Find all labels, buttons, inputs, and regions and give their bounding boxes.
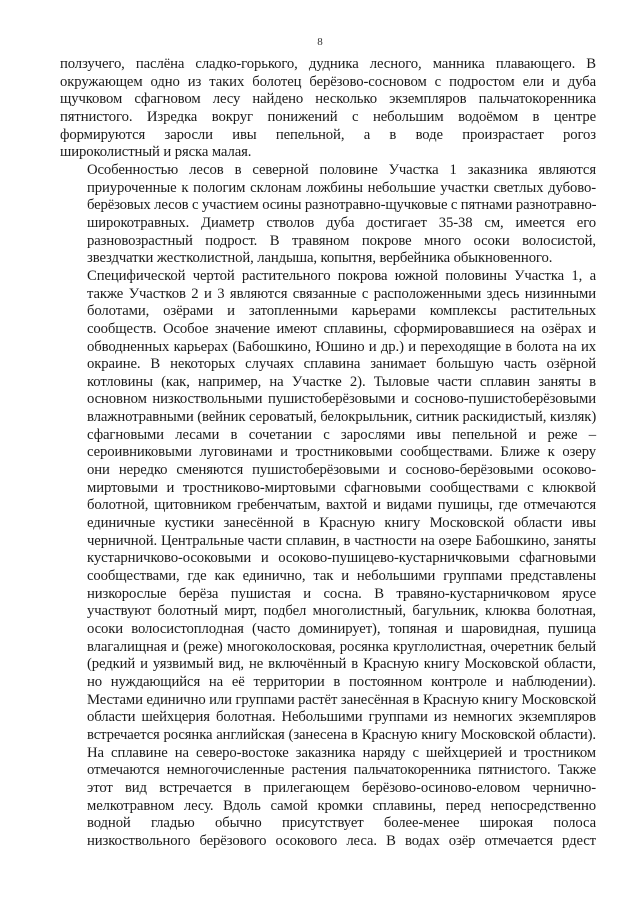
paragraph — [60, 56, 596, 162]
paragraph — [60, 268, 596, 851]
text-line: окружающем одно из таких болотец берёзово-сосновом с подростом ели и дуба — [60, 73, 596, 90]
text-line: болотной, щитовником гребенчатым, вахтой и видами пушицы, где отмечаются — [87, 497, 596, 514]
text-line: влагалищная и (реже) многоколосковая, росянка круглолистная, очеретник белый — [87, 638, 596, 655]
text-line: ползучего, паслёна сладко-горького, дудника лесного, манника плавающего. В — [60, 56, 596, 72]
text-line: обводненных карьерах (Бабошкино, Юшино и др.) и переходящие в болота на их — [87, 338, 596, 355]
text-line: низкорослые берёза пушистая и сосна. В травяно-кустарничковом ярусе — [87, 585, 596, 602]
text-line: щучковом сфагновом лесу найдено несколько экземпляров пальчатокоренника — [60, 91, 596, 108]
text-line: этот вид встречается в прилегающем берёзово-осиново-еловом чернично- — [87, 779, 596, 796]
text-line: приуроченные к пологим склонам ложбины небольшие участки светлых дубово- — [87, 179, 596, 196]
text-line: окраине. В некоторых случаях сплавина занимает большую часть озёрной — [87, 356, 596, 373]
text-line: сообществами, где как единично, так и небольшими группами представлены — [87, 568, 596, 585]
page-number: 8 — [317, 36, 323, 48]
text-line: широкотравных. Диаметр стволов дуба достигает 35-38 см, имеется его — [87, 214, 596, 231]
text-line: но нуждающийся на её территории в постоянном контроле и наблюдении). — [87, 673, 596, 690]
text-line: пятнистого. Изредка вокруг понижений с небольшим водоёмом в центре — [60, 108, 596, 125]
text-line: Специфической чертой растительного покрова южной половины Участка 1, а — [87, 267, 596, 284]
text-line: звездчатки жестколистной, ландыша, копытня, вербейника обыкновенного. — [87, 250, 553, 267]
text-line: разновозрастный подрост. В травяном покрове много осоки волосистой, — [87, 232, 596, 249]
text-line: низкоствольного берёзового осокового леса. В водах озёр отмечается рдест — [87, 832, 596, 849]
text-line: также Участков 2 и 3 являются связанные с расположенными здесь низинными — [87, 285, 596, 302]
text-line: болотами, озёрами и затопленными карьерами комплексы растительных — [87, 303, 596, 320]
text-line: осоки волосистоплодная (часто доминирует), топяная и шаровидная, пушица — [87, 621, 596, 637]
text-line: они нередко сменяются пушистоберёзовыми и сосново-берёзовыми осоково- — [87, 462, 596, 479]
text-line: области шейхцерия болотная. Небольшими группами из немногих экземпляров — [87, 709, 596, 726]
text-line: отмечаются немногочисленные растения пальчатокоренника пятнистого. Также — [87, 762, 596, 779]
text-line: Особенностью лесов в северной половине Участка 1 заказника являются — [87, 161, 596, 178]
text-line: (редкий и уязвимый вид, не включённый в Красную книгу Московской области, — [87, 656, 596, 673]
text-line: сообществ. Особое значение имеют сплавины, сформировавшиеся на озёрах и — [87, 320, 596, 337]
text-line: Местами единично или группами растёт занесённая в Красную книгу Московской — [87, 691, 597, 708]
text-line: мелкотравном лесу. Вдоль самой кромки сплавины, перед непосредственно — [87, 797, 596, 814]
text-line: формируются заросли ивы пепельной, а в воде произрастает рогоз — [60, 126, 596, 143]
text-line: черничной. Центральные части сплавин, в частности на озере Бабошкино, заняты — [87, 532, 596, 549]
text-line: На сплавине на северо-востоке заказника наряду с шейхцерией и тростником — [87, 744, 596, 761]
text-line: котловины (как, например, на Участке 2). Тыловые части сплавин заняты в — [87, 373, 596, 390]
text-line: миртовыми и тростниково-миртовыми сфагновыми сообществами с клюквой — [87, 479, 596, 496]
text-line: берёзовых лесов с участием осины разнотравно-щучковые с пятнами разнотравно- — [87, 197, 597, 214]
text-line: участвуют болотный мирт, подбел многолистный, багульник, клюква болотная, — [87, 603, 596, 620]
document-body — [60, 56, 596, 851]
paragraph — [60, 162, 596, 268]
text-line: сероивниковыми луговинами и тростниковыми сообществами. Ближе к озеру — [87, 444, 596, 461]
text-line: единичные кустики занесённой в Красную книгу Московской области ивы — [87, 515, 596, 532]
text-line: кустарничково-осоковыми и осоково-пушицево-кустарничковыми сфагновыми — [87, 550, 596, 567]
text-line: широколистный и ряска малая. — [60, 144, 252, 161]
text-line: сфагновыми лесами в сочетании с зарослями ивы пепельной и реже – — [87, 426, 596, 443]
text-line: влажнотравными (вейник сероватый, белокрыльник, ситник раскидистый, кизляк) — [87, 409, 597, 426]
text-line: встречается росянка английская (занесена в Красную книгу Московской области). — [87, 726, 596, 743]
text-line: водной гладью обычно присутствует более-менее широкая полоса — [87, 815, 596, 832]
text-line: основном низкоствольными пушистоберёзовыми и сосново-пушистоберёзовыми — [87, 391, 596, 408]
